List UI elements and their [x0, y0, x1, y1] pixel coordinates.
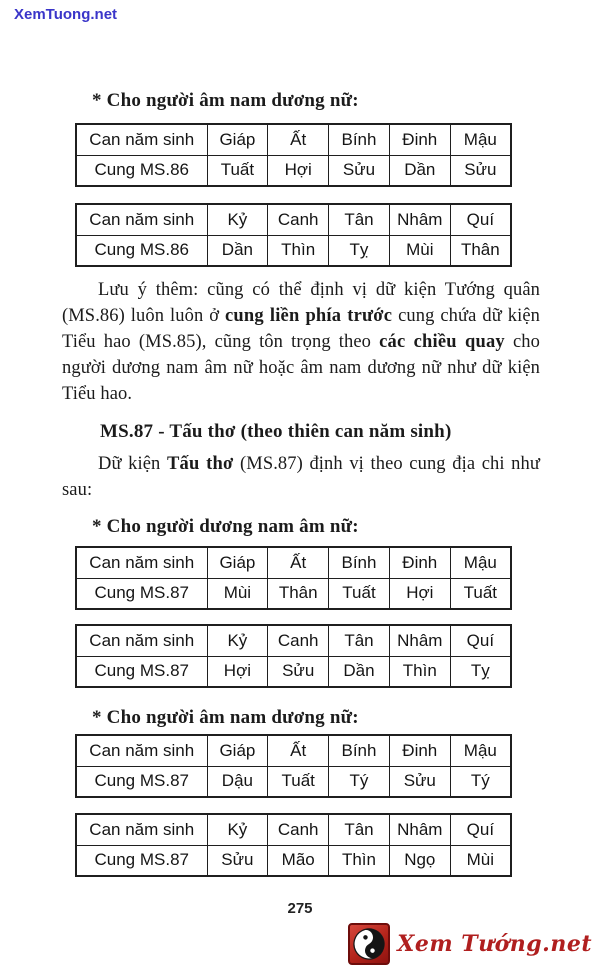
value-cell: Ất — [268, 124, 329, 155]
row-label-cell: Cung MS.87 — [76, 845, 207, 876]
value-cell: Hợi — [389, 578, 450, 609]
value-cell: Thìn — [389, 656, 450, 687]
value-cell: Tỵ — [329, 235, 390, 266]
value-cell: Hợi — [268, 155, 329, 186]
bold-text-run: Tấu thơ — [166, 454, 234, 474]
row-label-cell: Can năm sinh — [76, 204, 207, 235]
text-run: (theo — [235, 421, 288, 442]
value-cell: Giáp — [207, 735, 268, 766]
bold-text-run: thiên can — [287, 421, 364, 442]
value-cell: Dần — [329, 656, 390, 687]
value-cell: Giáp — [207, 124, 268, 155]
row-label-cell: Can năm sinh — [76, 547, 207, 578]
yin-yang-icon — [348, 923, 390, 965]
value-cell: Thân — [268, 578, 329, 609]
value-cell: Sửu — [389, 766, 450, 797]
table-row — [76, 547, 511, 578]
row-label-cell: Cung MS.87 — [76, 578, 207, 609]
value-cell: Canh — [268, 814, 329, 845]
value-cell: Sửu — [207, 845, 268, 876]
row-label-cell: Cung MS.87 — [76, 766, 207, 797]
value-cell: Giáp — [207, 547, 268, 578]
value-cell: Tý — [450, 766, 511, 797]
footer-logo-text: Xem Tướng.net — [397, 931, 592, 957]
table-row — [76, 578, 511, 609]
value-cell: Mùi — [450, 845, 511, 876]
value-cell: Ất — [268, 547, 329, 578]
row-label-cell: Can năm sinh — [76, 625, 207, 656]
bold-text-run: các chiều quay — [379, 332, 505, 352]
text-run: cung chứa dữ kiện Tiểu hao (MS.85), cũng tôn trọng theo — [62, 306, 540, 352]
text-run: Lưu ý thêm: cũng có thể định vị dữ kiện Tướng quân (MS.86) luôn luôn ở — [62, 280, 540, 326]
value-cell: Mùi — [389, 235, 450, 266]
value-cell: Tuất — [268, 766, 329, 797]
value-cell: Mậu — [450, 547, 511, 578]
value-cell: Dậu — [207, 766, 268, 797]
page-content — [62, 0, 540, 877]
value-cell: Quí — [450, 204, 511, 235]
value-cell: Tuất — [329, 578, 390, 609]
publisher-logo — [348, 923, 592, 965]
row-label-cell: Cung MS.87 — [76, 656, 207, 687]
table-ms87-duong-giap-mau — [75, 546, 512, 610]
row-label-cell: Can năm sinh — [76, 735, 207, 766]
note-paragraph — [62, 277, 540, 407]
table-row — [76, 155, 511, 186]
table-row — [76, 814, 511, 845]
table-row — [76, 656, 511, 687]
value-cell: Thìn — [268, 235, 329, 266]
table-ms87-duong-ky-qui — [75, 624, 512, 688]
value-cell: Tỵ — [450, 656, 511, 687]
section-heading-am-nam-1: * Cho người âm nam dương nữ: — [92, 90, 359, 111]
value-cell: Mậu — [450, 735, 511, 766]
table-row — [76, 845, 511, 876]
value-cell: Bính — [329, 735, 390, 766]
value-cell: Dần — [389, 155, 450, 186]
row-label-cell: Cung MS.86 — [76, 235, 207, 266]
value-cell: Mão — [268, 845, 329, 876]
value-cell: Tuất — [450, 578, 511, 609]
value-cell: Kỷ — [207, 814, 268, 845]
value-cell: Mùi — [207, 578, 268, 609]
table-ms87-am-giap-mau — [75, 734, 512, 798]
bold-text-run: cung liền phía trước — [225, 306, 393, 326]
value-cell: Sửu — [268, 656, 329, 687]
value-cell: Nhâm — [389, 625, 450, 656]
text-run: Dữ kiện — [98, 454, 167, 474]
value-cell: Nhâm — [389, 814, 450, 845]
row-label-cell: Can năm sinh — [76, 124, 207, 155]
value-cell: Mậu — [450, 124, 511, 155]
value-cell: Sửu — [450, 155, 511, 186]
value-cell: Thân — [450, 235, 511, 266]
table-ms87-am-ky-qui — [75, 813, 512, 877]
value-cell: Kỷ — [207, 204, 268, 235]
value-cell: Bính — [329, 547, 390, 578]
value-cell: Dần — [207, 235, 268, 266]
text-run: năm sinh) — [363, 421, 452, 442]
value-cell: Canh — [268, 625, 329, 656]
table-ms86-ky-qui — [75, 203, 512, 267]
value-cell: Thìn — [329, 845, 390, 876]
value-cell: Nhâm — [389, 204, 450, 235]
value-cell: Ất — [268, 735, 329, 766]
row-label-cell: Cung MS.86 — [76, 155, 207, 186]
value-cell: Ngọ — [389, 845, 450, 876]
value-cell: Quí — [450, 625, 511, 656]
page-number: 275 — [287, 900, 313, 917]
value-cell: Bính — [329, 124, 390, 155]
row-label-cell: Can năm sinh — [76, 814, 207, 845]
table-row — [76, 625, 511, 656]
value-cell: Đinh — [389, 735, 450, 766]
value-cell: Tân — [329, 814, 390, 845]
section-heading-duong-nam: * Cho người dương nam âm nữ: — [92, 516, 359, 537]
table-row — [76, 735, 511, 766]
site-watermark-link[interactable]: XemTuong.net — [14, 6, 118, 23]
table-row — [76, 766, 511, 797]
value-cell: Kỷ — [207, 625, 268, 656]
text-run: cho người dương nam âm nữ hoặc âm nam dương nữ như dữ kiện Tiểu hao. — [62, 332, 540, 404]
value-cell: Đinh — [389, 547, 450, 578]
section-heading-am-nam-2: * Cho người âm nam dương nữ: — [92, 707, 359, 728]
value-cell: Tuất — [207, 155, 268, 186]
section-heading-ms87 — [62, 419, 540, 445]
value-cell: Canh — [268, 204, 329, 235]
value-cell: Tý — [329, 766, 390, 797]
value-cell: Sửu — [329, 155, 390, 186]
value-cell: Hợi — [207, 656, 268, 687]
table-row — [76, 204, 511, 235]
ms87-intro-paragraph — [62, 451, 540, 503]
text-run: (MS.87) định vị theo cung địa chi như sau: — [62, 454, 540, 500]
table-row — [76, 124, 511, 155]
value-cell: Tân — [329, 625, 390, 656]
value-cell: Quí — [450, 814, 511, 845]
table-row — [76, 235, 511, 266]
value-cell: Đinh — [389, 124, 450, 155]
value-cell: Tân — [329, 204, 390, 235]
table-ms86-giap-mau — [75, 123, 512, 187]
bold-text-run: MS.87 - Tấu thơ — [100, 421, 236, 442]
